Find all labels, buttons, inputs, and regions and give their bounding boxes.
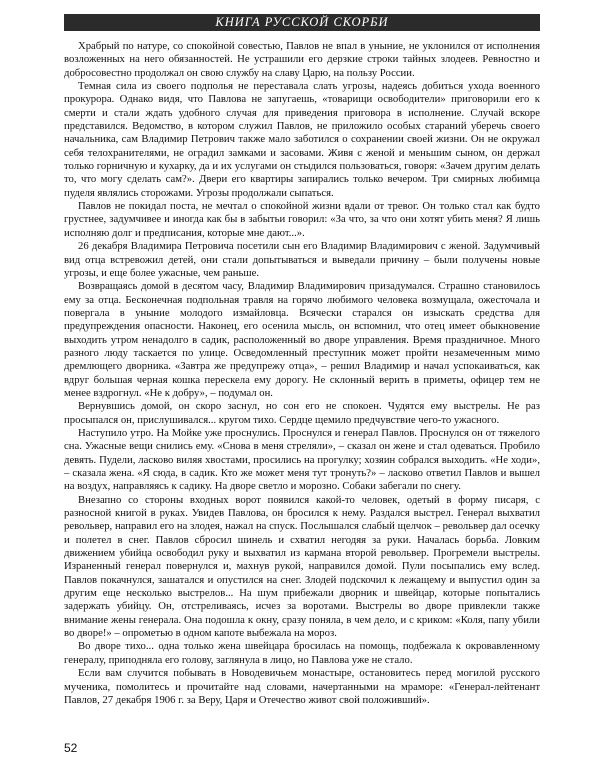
running-header: КНИГА РУССКОЙ СКОРБИ — [64, 14, 540, 31]
page-number: 52 — [64, 741, 78, 755]
paragraph: Темная сила из своего подполья не переставала слать угрозы, надеясь добиться ухода военного прокурора. Однако видя, что Павлова не запугаешь, «товарищи освободители» приговорили его к смерти и стали ждать удобного случая для приведения приговора в исполнение. Случай вскоре представился. Ведомство, в котором служил Павлов, не приложило особых стараний уберечь своего начальника, сам Владимир Петрович также мало заботился о сохранении своей жизни. Он не окружал себя телохранителями, не оградил замками и засовами. Живя с женой и меньшим сыном, он держал только горничную и кухарку, да и их услугами он стыдился пользоваться, говоря: «Зачем другим делать то, что могу сделать сам?». Двери его квартиры запирались только вечером. Три смирных любимца пуделя являлись сторожами. Угрозы продолжали сыпаться. — [64, 80, 540, 199]
paragraph: Павлов не покидал поста, не мечтал о спокойной жизни вдали от тревог. Он только стал как будто грустнее, задумчивее и иногда как бы в забытьи говорил: «За что, за что они хотят убить меня? Я лишь исполняю долг и предписания, которые мне дают...». — [64, 200, 540, 239]
paragraph: Если вам случится побывать в Новодевичьем монастыре, остановитесь перед могилой русского мученика, помолитесь и прочитайте над словами, начертанными на мраморе: «Генерал-лейтенант Павлов, 27 декабря 1906 г. за Веру, Царя и Отечество живот свой положивший». — [64, 667, 540, 706]
paragraph: Внезапно со стороны входных ворот появился какой-то человек, одетый в форму писаря, с разносной книгой в руках. Увидев Павлова, он бросился к нему. Раздался выстрел. Генерал выхватил револьвер, направил его на злодея, нажал на спуск. Послышался слабый щелчок – револьвер дал осечку и полетел в снег. Павлов сбросил шинель и схватил негодяя за руки. Началась борьба. Ловким движением убийца освободил руку и выхватил из кармана второй револьвер. Прогремели выстрелы. Израненный генерал повернулся и, махнув рукой, направился домой. Пули посыпались ему вслед. Павлов покачнулся, зашатался и опустился на снег. Злодей подскочил к лежащему и выпустил один за другим еще несколько выстрелов... На шум прибежали дворник и швейцар, которые попытались задержать убийцу. Он, отстреливаясь, исчез за воротами. Выстрелы во дворе привлекли также внимание жены генерала. Она подошла к окну, сразу поняла, в чем дело, и с криком: «Коля, папу убили во дворе!» – опрометью в одном капоте выбежала на мороз. — [64, 493, 540, 640]
paragraph: Вернувшись домой, он скоро заснул, но сон его не спокоен. Чудятся ему выстрелы. Не раз просыпался он, прислушивался... кругом тихо. Сердце щемило предчувствие чего-то ужасного. — [64, 400, 540, 426]
paragraph: Возвращаясь домой в десятом часу, Владимир Владимирович призадумался. Страшно становилось ему за отца. Бесконечная подпольная травля на горячо любимого человека возмущала, ожесточала и повергала в уныние молодого измайловца. Всячески старался он изыскать средства для предупреждения опасности. Наконец, его осенила мысль, он вспомнил, что отец имеет обыкновение выходить утром ненадолго в садик, расположенный во дворе управления. Время праздничное. Много разного люду таскается по улице. Осведомленный преступник может пройти незамеченным мимо дремлющего дворника. «Завтра же предупрежу отца», – решил Владимир и начал успокаиваться, как вдруг большая черная кошка перескела ему дорогу. Не склонный верить в приметы, офицер тем не менее вздрогнул. «Не к добру», – подумал он. — [64, 280, 540, 399]
body-text — [64, 40, 540, 707]
paragraph: Наступило утро. На Мойке уже проснулись. Проснулся и генерал Павлов. Проснулся он от тяжелого сна. Ужасные вещи снились ему. «Снова в меня стреляли», – сказал он жене и стал одеваться. Пробило девять. Пудели, ласково виляя хвостами, просились на прогулку; хозяин собрался выходить. «Не ходи», – сказала жена. «Я сюда, в садик. Кто же может меня тут тронуть?» – ласково ответил Павлов и вышел на воздух, направляясь к садику. На дворе светло и морозно. Собаки забегали по снегу. — [64, 426, 540, 493]
paragraph: Храбрый по натуре, со спокойной совестью, Павлов не впал в уныние, не уклонился от исполнения возложенных на него обязанностей. Не устрашили его дерзкие строки тайных злодеев. Ревностно и добросовестно продолжал он свою службу на славу Царю, на пользу России. — [64, 40, 540, 79]
paragraph: Во дворе тихо... одна только жена швейцара бросилась на помощь, подбежала к окровавленному генералу, приподняла его голову, заглянула в лицо, но Павлова уже не стало. — [64, 640, 540, 666]
paragraph: 26 декабря Владимира Петровича посетили сын его Владимир Владимирович с женой. Задумчивый вид отца встревожил детей, они стали допытываться и выведали причину – были получены новые угрозы, и еще более ужасные, чем раньше. — [64, 240, 540, 279]
